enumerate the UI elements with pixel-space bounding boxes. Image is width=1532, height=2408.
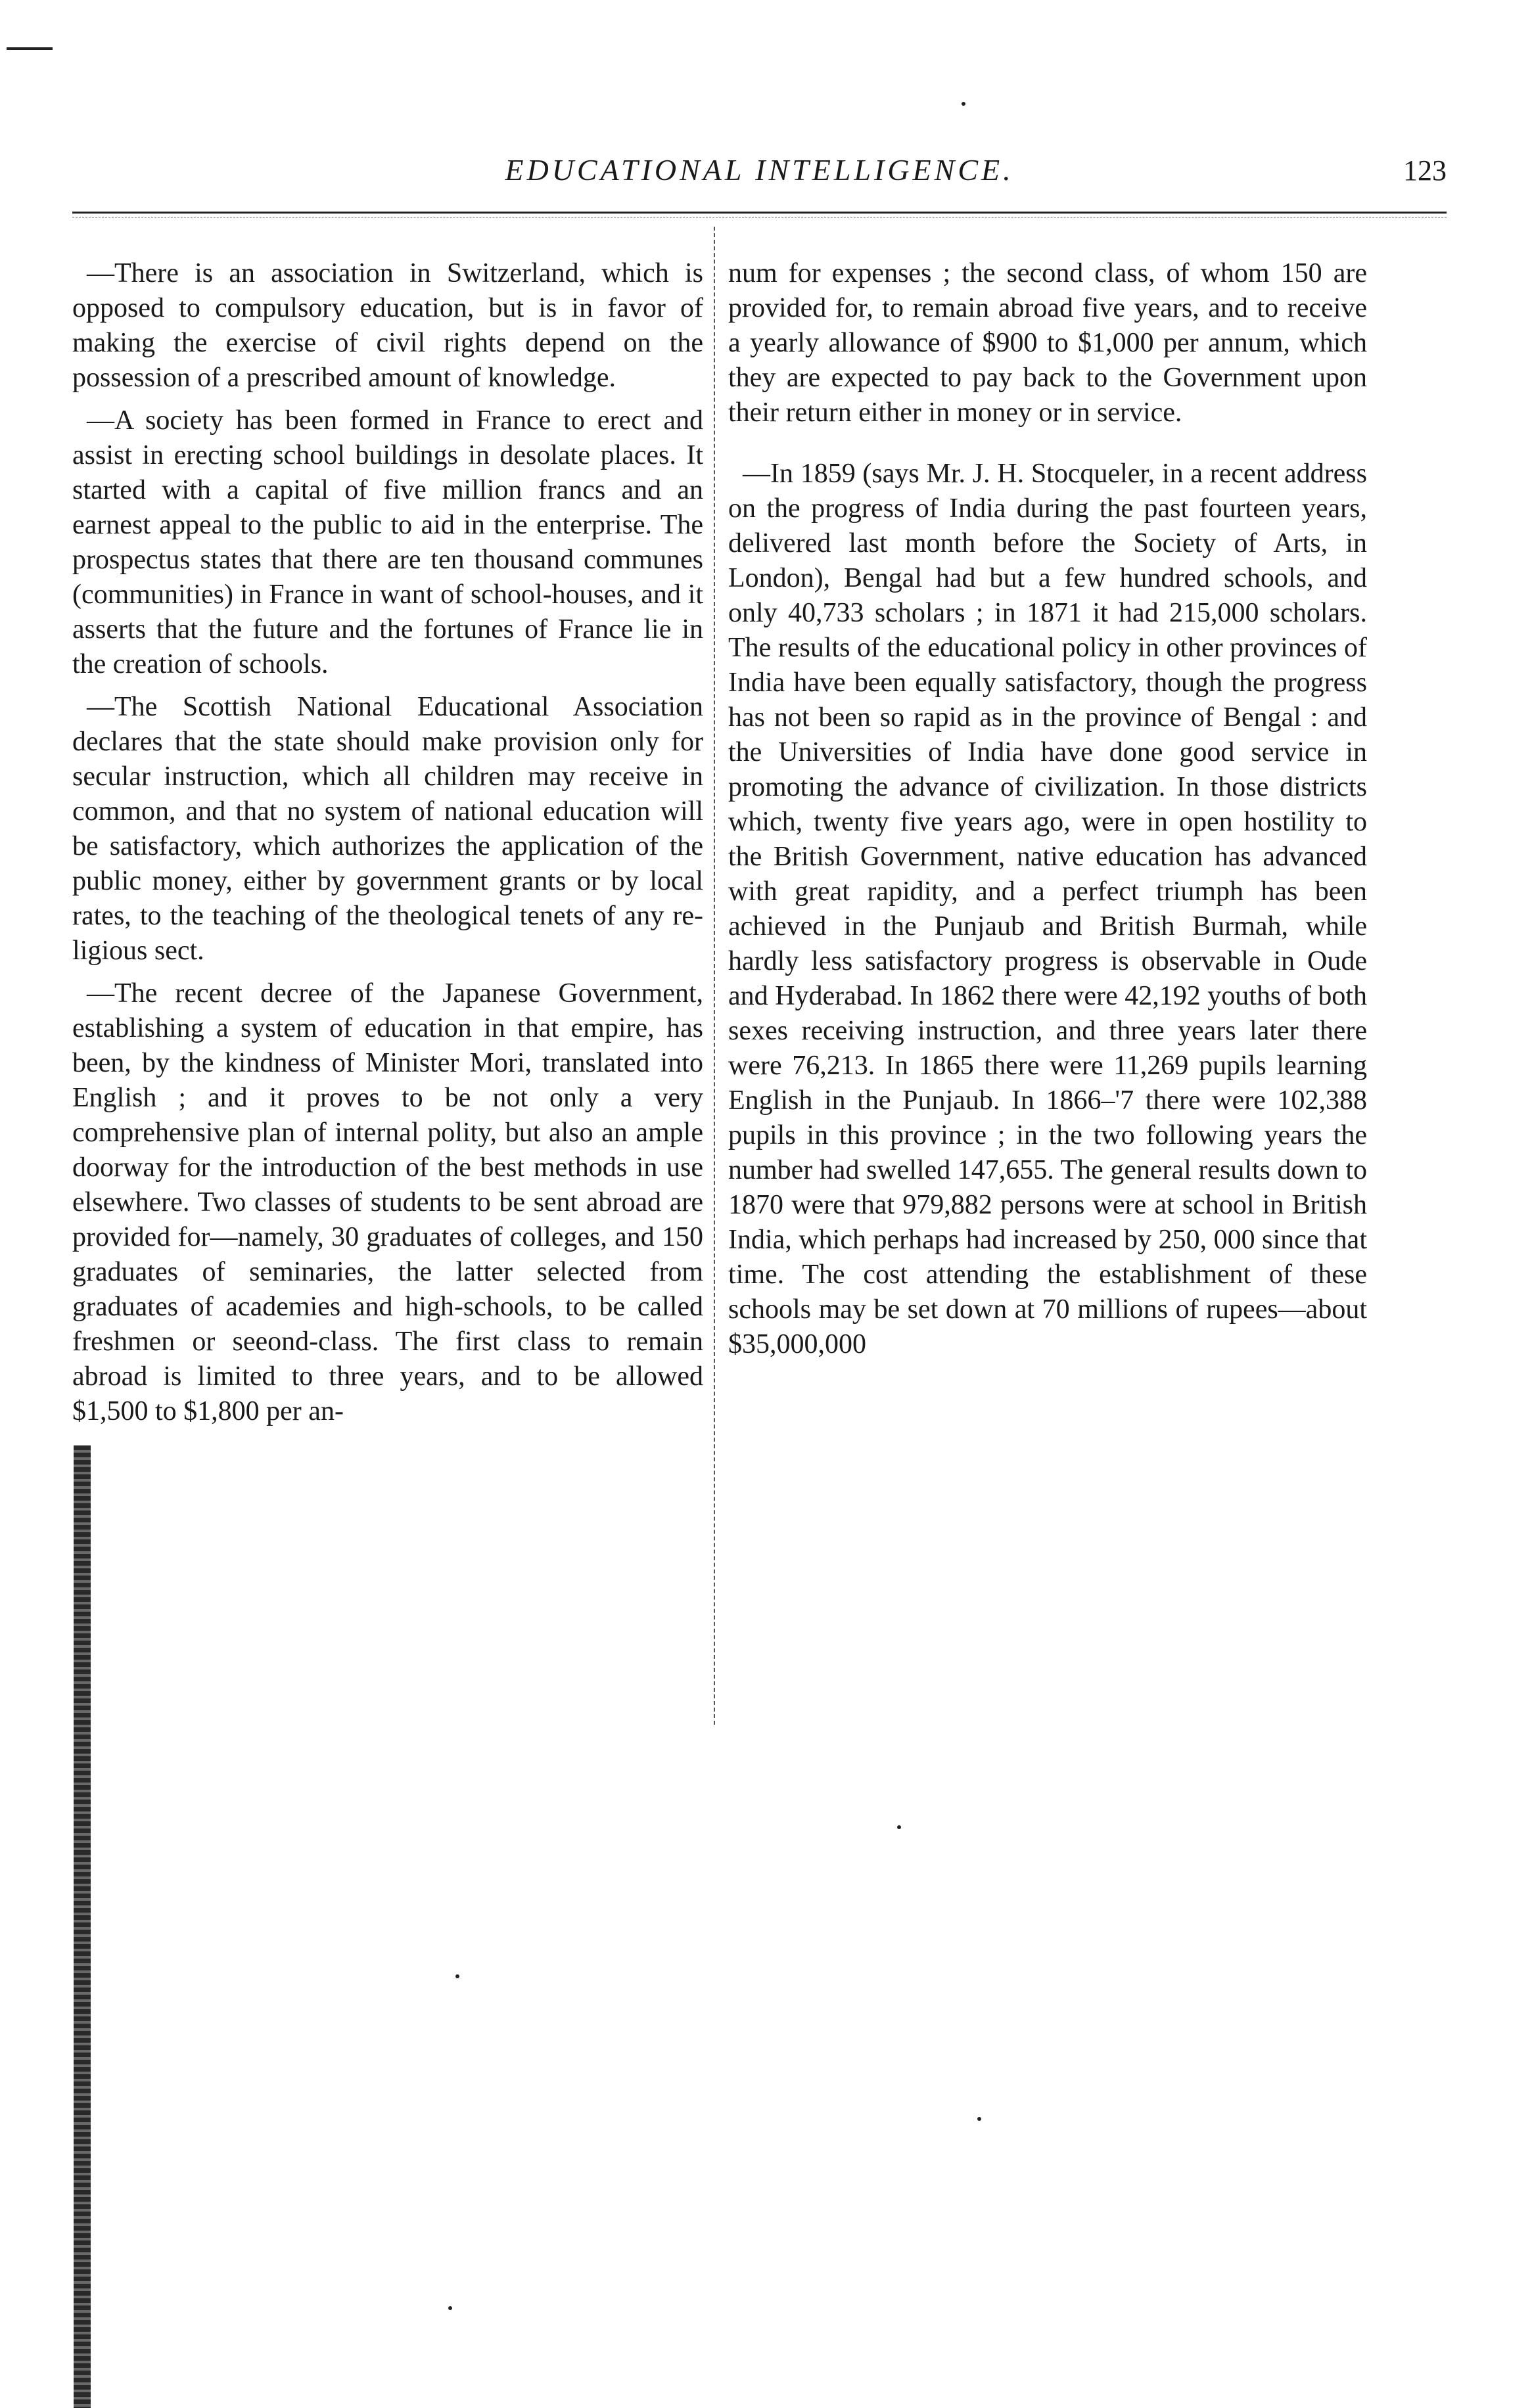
- running-title: EDUCATIONAL INTELLIGENCE.: [505, 153, 1014, 187]
- left-column: [72, 256, 703, 1437]
- paragraph-japanese-decree: —The recent decree of the Japanese Government, establishing a system of education in that empire, has been, by the kindness of Minister Mori, translated into English ; and it proves to be not only a very comprehensive plan of internal polity, but also an ample doorway for the introduction of the best methods in use elsewhere. Two classes of students to be sent abroad are provided for—namely, 30 graduates of colleges, and 150 graduates of seminaries, the latter selected from graduates of academies and high-schools, to be called freshmen or seeond-class. The first class to remain abroad is limited to three years, and to be allowed $1,500 to $1,800 per an-: [72, 978, 703, 1426]
- scan-speck: [897, 1825, 901, 1829]
- paragraph-india-education: —In 1859 (says Mr. J. H. Stocqueler, in a recent address on the progress of India during the past fourteen years, delivered last month before the Society of Arts, in London), Bengal had but a few hundred schools, and only 40,733 scholars ; in 1871 it had 215,000 scholars. The results of the educational policy in other provinces of India have been equally satisfactory, though the progress has not been so rapid as in the province of Bengal : and the Universities of India have done good service in promoting the advance of civilization. In those districts which, twenty five years ago, were in open hostility to the British Government, native education has advanced with great rapidity, and a perfect triumph has been achieved in the Punjaub and British Burmah, while hardly less satisfactory progress is observable in Oude and Hyderabad. In 1862 there were 42,192 youths of both sexes receiving instruction, and three years later there were 76,213. In 1865 there were 11,269 pupils learning English in the Punjaub. In 1866–'7 there were 102,388 pupils in this province ; in the two following years the number had swelled 147,655. The general results down to 1870 were that 979,882 persons were at school in British India, which perhaps had increased by 250, 000 since that time. The cost attending the establishment of these schools may be set down at 70 millions of rupees—about $35,000,000: [728, 459, 1368, 1359]
- scan-speck: [977, 2117, 981, 2121]
- paragraph-japanese-continued: num for expenses ; the second class, of whom 150 are provided for, to remain abroad five years, and to receive a yearly allowance of $900 to $1,000 per annum, which they are expected to pay back to the Government upon their return either in money or in service.: [728, 258, 1367, 428]
- paragraph-scottish-association: —The Scottish National Educational Association declares that the state should make provision only for secular instruction, which all children may receive in common, and that no system of national education will be satisfactory, which authorizes the application of the public money, either by government grants or by local rates, to the teaching of the theological tenets of any religious sect.: [72, 692, 703, 966]
- right-column: [728, 256, 1367, 1370]
- header-rule: [72, 212, 1447, 214]
- binding-edge-shadow: [74, 1445, 91, 2408]
- paragraph-switzerland: —There is an association in Switzerland, which is opposed to compulsory education, but is in favor of making the exercise of civil rights depend on the possession of a prescribed amount of knowledge.: [72, 258, 703, 393]
- page-number: 123: [1403, 154, 1447, 187]
- page-header: [72, 152, 1447, 198]
- scan-speck: [962, 102, 965, 106]
- scan-mark: [7, 47, 53, 50]
- scan-speck: [448, 2306, 452, 2310]
- paragraph-france-schools: —A society has been formed in France to erect and assist in erecting school buildings in desolate places. It started with a capital of five million francs and an earnest appeal to the public to aid in the enterprise. The prospectus states that there are ten thousand communes (communities) in France in want of school-houses, and it asserts that the future and the fortunes of France lie in the creation of schools.: [72, 405, 703, 679]
- scan-speck: [455, 1974, 459, 1978]
- column-divider: [714, 227, 715, 1725]
